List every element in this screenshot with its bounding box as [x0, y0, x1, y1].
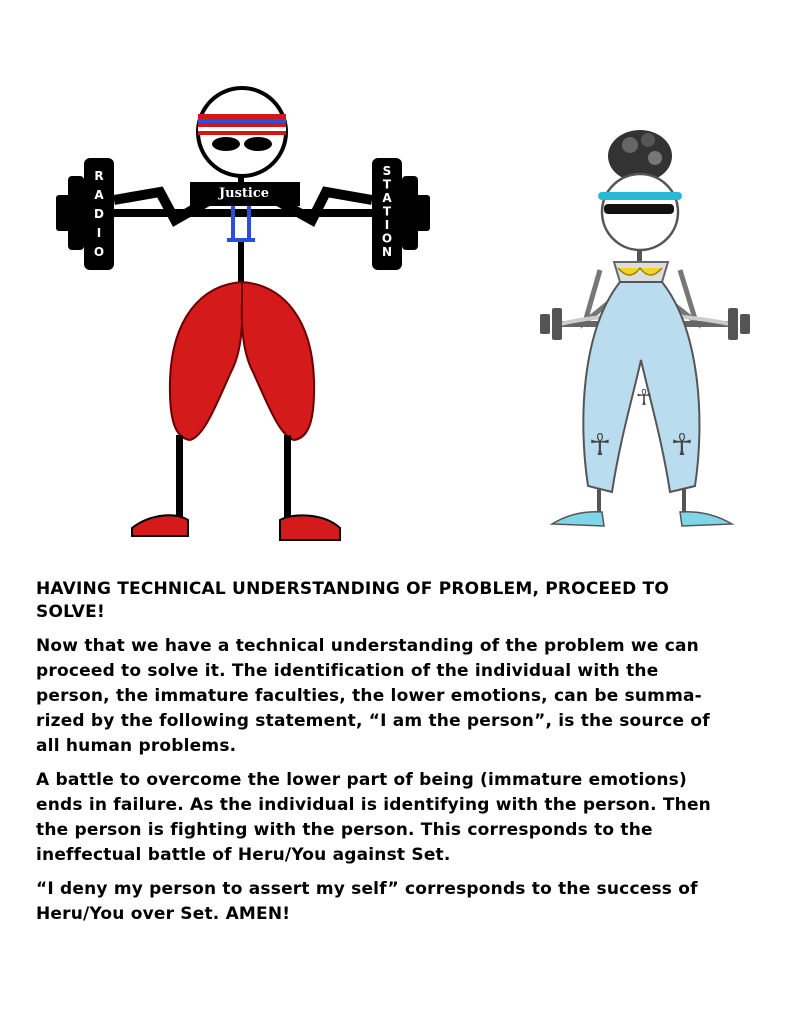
left-plate-letter: D: [94, 207, 104, 221]
paragraph: Now that we have a technical understanding of the problem we can proceed to solve it. The identification of the individual with the person, the immature faculties, the lower emotions, can be summa-rized by the following statement, “I am the person”, is the source of all human problems.: [36, 636, 710, 756]
left-plate-letter: R: [94, 169, 104, 183]
ankh-icon: ☥: [588, 428, 612, 463]
ankh-icon: ☥: [670, 428, 694, 463]
paragraph: A battle to overcome the lower part of being (immature emotions) ends in failure. As the individual is identifying with the person. Then the person is fighting with the person. This corresponds to the ineffectual battle of Heru/You against Set.: [36, 770, 711, 865]
right-plate-letter: T: [382, 177, 392, 192]
left-plate-letter: I: [96, 226, 102, 240]
heading: HAVING TECHNICAL UNDERSTANDING OF PROBLEM, PROCEED TO SOLVE!: [36, 579, 670, 622]
paragraph: “I deny my person to assert my self” corresponds to the success of Heru/You over Set. AMEN!: [36, 879, 698, 924]
right-plate-letter: I: [384, 218, 390, 232]
right-plate-letter: O: [381, 231, 393, 246]
right-plate-label: [382, 164, 392, 259]
right-plate-letter: A: [382, 191, 392, 205]
right-plate-letter: T: [382, 204, 392, 219]
left-plate-label: [94, 169, 104, 259]
left-plate-letter: A: [94, 188, 104, 202]
shirt-label: Justice: [218, 186, 270, 201]
ankh-icon: ☥: [635, 386, 653, 411]
right-figure: [540, 130, 750, 526]
right-plate-letter: N: [381, 245, 393, 259]
body-text: [36, 578, 736, 936]
right-plate-letter: S: [382, 164, 392, 178]
left-plate-letter: O: [93, 245, 105, 259]
left-figure: [56, 88, 430, 540]
